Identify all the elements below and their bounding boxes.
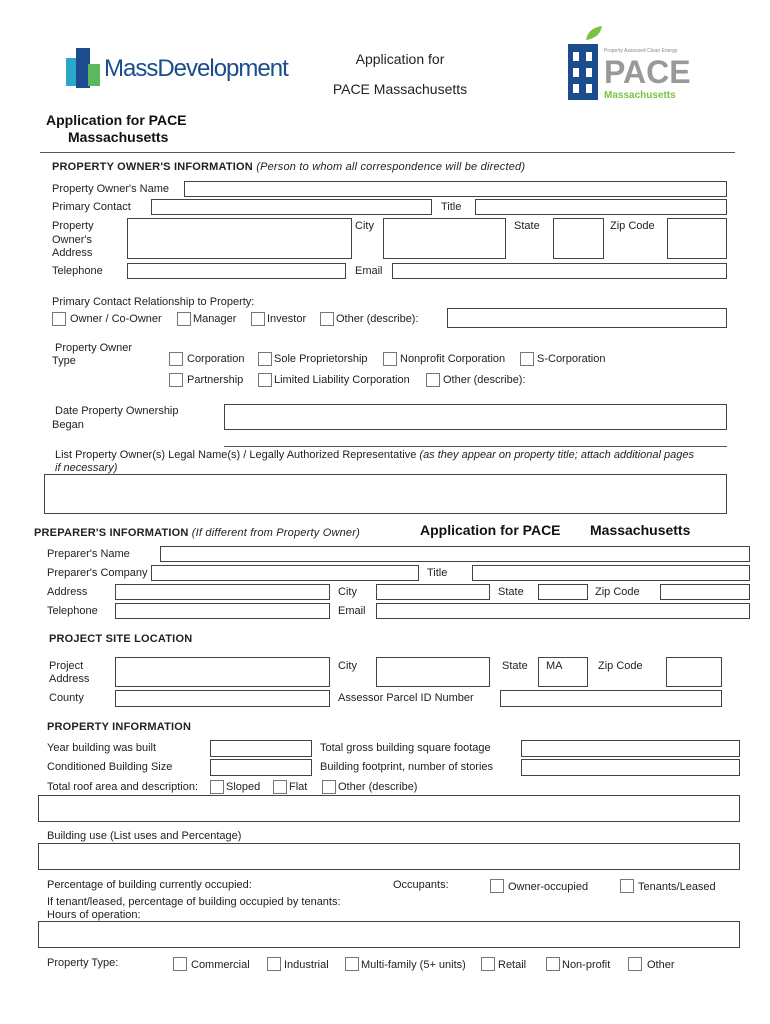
option-label: S-Corporation [537,353,606,365]
preparer-company-label: Preparer's Company [47,567,148,579]
checkbox-other-relationship[interactable] [320,312,334,326]
date-ownership-label-2: Began [52,419,84,431]
owner-city-input[interactable] [383,218,506,259]
option-label: Other (describe): [443,374,526,386]
project-zip-input[interactable] [666,657,722,687]
address-label-3: Address [52,247,93,259]
legal-names-note: if necessary) [55,462,118,474]
address-label: Address [47,586,88,598]
footprint-input[interactable] [521,759,740,776]
owner-name-label: Property Owner's Name [52,183,170,195]
checkbox-partnership[interactable] [169,373,183,387]
parcel-id-input[interactable] [500,690,722,707]
option-label: Retail [498,959,527,971]
city-label: City [338,586,357,598]
checkbox-retail[interactable] [481,957,495,971]
pace-tagline: Property Assessed Clean Energy [604,48,678,54]
overlay-title: Application for PACE [46,112,187,128]
building-use-label: Building use (List uses and Percentage) [47,830,242,842]
county-input[interactable] [115,690,330,707]
form-title: Application for [355,51,445,67]
building-use-input[interactable] [38,843,740,870]
county-label: County [49,692,84,704]
relationship-label: Primary Contact Relationship to Property: [52,296,255,308]
owner-telephone-input[interactable] [127,263,346,279]
checkbox-investor[interactable] [251,312,265,326]
checkbox-sole-proprietorship[interactable] [258,352,272,366]
overlay-subtitle: Massachusetts [590,522,691,538]
telephone-label: Telephone [47,605,98,617]
legal-names-label: List Property Owner(s) Legal Name(s) / Legally Authorized Representative (as they appear on property title; attach additional pages [55,449,694,461]
address-label: Property [52,220,94,232]
email-label: Email [338,605,366,617]
checkbox-s-corporation[interactable] [520,352,534,366]
owner-section-heading: PROPERTY OWNER'S INFORMATION (Person to whom all correspondence will be directed) [52,161,526,173]
preparer-section-heading: PREPARER'S INFORMATION (If different from Property Owner) [34,527,360,539]
option-label: Investor [267,313,307,325]
state-label: State [502,660,528,672]
checkbox-owner[interactable] [52,312,66,326]
option-label: Manager [193,313,237,325]
checkbox-other-roof[interactable] [322,780,336,794]
state-label: State [514,220,540,232]
pace-logo-sub: Massachusetts [604,90,676,101]
checkbox-tenants[interactable] [620,879,634,893]
city-label: City [338,660,357,672]
preparer-city-input[interactable] [376,584,490,600]
option-label: Sole Proprietorship [274,353,368,365]
preparer-title-input[interactable] [472,565,750,581]
preparer-name-input[interactable] [160,546,750,562]
legal-names-input[interactable] [44,474,727,514]
owner-address-input[interactable] [127,218,352,259]
occupied-label: Percentage of building currently occupied: [47,879,252,891]
checkbox-corporation[interactable] [169,352,183,366]
parcel-id-label: Assessor Parcel ID Number [338,692,474,704]
option-label: Flat [289,781,308,793]
checkbox-flat[interactable] [273,780,287,794]
option-label: Other (describe) [338,781,418,793]
owner-type-label-2: Type [52,355,76,367]
overlay-title: Application for PACE [420,522,561,538]
email-label: Email [355,265,383,277]
option-label: Owner / Co-Owner [70,313,162,325]
checkbox-other-property-type[interactable] [628,957,642,971]
checkbox-commercial[interactable] [173,957,187,971]
option-label: Non-profit [562,959,611,971]
option-label: Corporation [187,353,245,365]
property-section-heading: PROPERTY INFORMATION [47,721,192,733]
checkbox-nonprofit-type[interactable] [546,957,560,971]
tenant-label: If tenant/leased, percentage of building occupied by tenants: [47,896,341,908]
hours-input[interactable] [38,921,740,948]
project-city-input[interactable] [376,657,490,687]
occupants-label: Occupants: [393,879,449,891]
checkbox-industrial[interactable] [267,957,281,971]
divider [224,446,727,447]
option-label: Limited Liability Corporation [274,374,410,386]
project-address-label: Project [49,660,84,672]
zip-label: Zip Code [595,586,640,598]
preparer-zip-input[interactable] [660,584,750,600]
preparer-company-input[interactable] [151,565,419,581]
project-address-label-2: Address [49,673,90,685]
preparer-address-input[interactable] [115,584,330,600]
form-subtitle: PACE Massachusetts [332,81,468,97]
divider [40,152,735,153]
option-label: Commercial [191,959,250,971]
checkbox-nonprofit[interactable] [383,352,397,366]
property-type-label: Property Type: [47,957,119,969]
owner-name-input[interactable] [184,181,727,197]
option-label: Owner-occupied [508,881,589,893]
preparer-name-label: Preparer's Name [47,548,130,560]
option-label: Tenants/Leased [638,881,716,893]
hours-label: Hours of operation: [47,909,141,921]
option-label: Industrial [284,959,329,971]
preparer-state-input[interactable] [538,584,588,600]
checkbox-sloped[interactable] [210,780,224,794]
project-address-input[interactable] [115,657,330,687]
sqft-label: Total gross building square footage [320,742,491,754]
year-built-label: Year building was built [47,742,157,754]
conditioned-size-label: Conditioned Building Size [47,761,173,773]
city-label: City [355,220,374,232]
date-ownership-input[interactable] [224,404,727,430]
footprint-label: Building footprint, number of stories [320,761,494,773]
option-label: Nonprofit Corporation [400,353,506,365]
primary-contact-input[interactable] [151,199,432,215]
telephone-label: Telephone [52,265,103,277]
state-label: State [498,586,524,598]
checkbox-llc[interactable] [258,373,272,387]
overlay-subtitle: Massachusetts [68,129,169,145]
option-label: Partnership [187,374,244,386]
state-value: MA [546,660,563,672]
primary-contact-label: Primary Contact [52,201,131,213]
title-label: Title [427,567,448,579]
checkbox-owner-occupied[interactable] [490,879,504,893]
checkbox-multifamily[interactable] [345,957,359,971]
owner-email-input[interactable] [392,263,727,279]
sqft-input[interactable] [521,740,740,757]
zip-label: Zip Code [610,220,655,232]
date-ownership-label: Date Property Ownership [55,405,179,417]
option-label: Sloped [226,781,261,793]
site-section-heading: PROJECT SITE LOCATION [49,633,193,645]
massdevelopment-logo [66,44,288,93]
conditioned-size-input[interactable] [210,759,312,776]
roof-label: Total roof area and description: [47,781,199,793]
title-label: Title [441,201,462,213]
pace-logo [566,26,691,102]
project-state-input[interactable] [538,657,588,687]
option-label: Multi-family (5+ units) [361,959,466,971]
option-label: Other [647,959,675,971]
owner-state-input[interactable] [553,218,604,259]
preparer-telephone-input[interactable] [115,603,330,619]
preparer-email-input[interactable] [376,603,750,619]
massdevelopment-logo-text: MassDevelopment [104,55,288,82]
checkbox-manager[interactable] [177,312,191,326]
address-label-2: Owner's [52,234,92,246]
owner-type-label: Property Owner [55,342,133,354]
pace-building-icon [566,26,606,102]
title-input[interactable] [475,199,727,215]
year-built-input[interactable] [210,740,312,757]
roof-description-input[interactable] [38,795,740,822]
owner-zip-input[interactable] [667,218,727,259]
zip-label: Zip Code [598,660,643,672]
checkbox-other-type[interactable] [426,373,440,387]
pace-logo-text: PACE [604,54,691,90]
option-label: Other (describe): [336,313,419,325]
other-relationship-input[interactable] [447,308,727,328]
building-icon [66,44,102,90]
